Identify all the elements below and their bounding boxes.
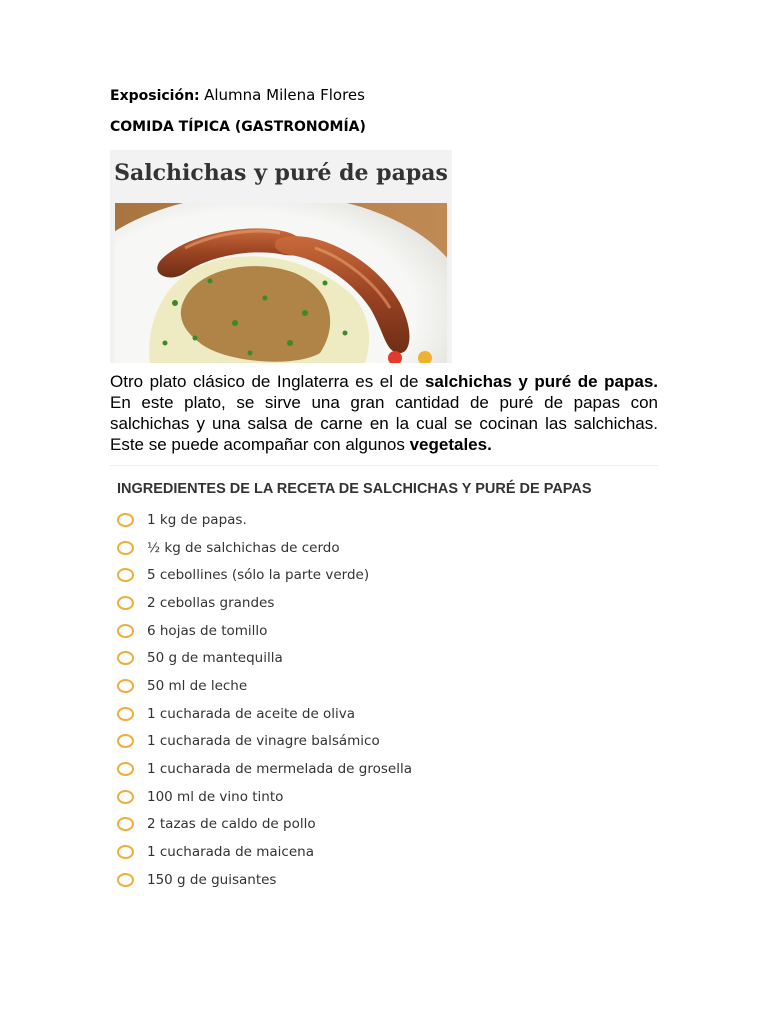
checkbox-circle-icon[interactable] [117, 651, 134, 665]
divider [110, 465, 658, 466]
ingredient-item[interactable] [117, 617, 412, 645]
checkbox-circle-icon[interactable] [117, 541, 134, 555]
checkbox-circle-icon[interactable] [117, 568, 134, 582]
ingredient-label: 150 g de guisantes [147, 871, 277, 888]
ingredient-item[interactable] [117, 866, 412, 894]
description-paragraph [110, 371, 658, 455]
ingredient-item[interactable] [117, 783, 412, 811]
ingredient-item[interactable] [117, 838, 412, 866]
ingredient-item[interactable] [117, 811, 412, 839]
author-name: Alumna Milena Flores [204, 86, 365, 104]
checkbox-circle-icon[interactable] [117, 624, 134, 638]
ingredient-label: 1 cucharada de aceite de oliva [147, 705, 356, 722]
checkbox-circle-icon[interactable] [117, 679, 134, 693]
ingredient-label: ½ kg de salchichas de cerdo [147, 539, 340, 556]
sausages-and-mash-photo [115, 203, 447, 363]
ingredient-label: 6 hojas de tomillo [147, 622, 268, 639]
ingredient-label: 50 ml de leche [147, 677, 248, 694]
ingredient-item[interactable] [117, 672, 412, 700]
checkbox-circle-icon[interactable] [117, 817, 134, 831]
ingredients-list [117, 506, 412, 894]
ingredient-item[interactable] [117, 755, 412, 783]
para-bold-dish: salchichas y puré de papas. [424, 372, 658, 391]
ingredient-item[interactable] [117, 561, 412, 589]
ingredient-item[interactable] [117, 644, 412, 672]
ingredient-item[interactable] [117, 506, 412, 534]
ingredient-item[interactable] [117, 728, 412, 756]
ingredient-label: 2 tazas de caldo de pollo [147, 816, 316, 833]
ingredient-item[interactable] [117, 534, 412, 562]
ingredient-label: 50 g de mantequilla [147, 650, 283, 667]
checkbox-circle-icon[interactable] [117, 707, 134, 721]
checkbox-circle-icon[interactable] [117, 734, 134, 748]
header-label: Exposición: [110, 88, 200, 104]
ingredient-label: 1 cucharada de vinagre balsámico [147, 733, 380, 750]
photo-title: Salchichas y puré de papas [114, 160, 448, 186]
ingredient-label: 2 cebollas grandes [147, 594, 275, 611]
ingredient-label: 5 cebollines (sólo la parte verde) [147, 567, 370, 584]
ingredient-label: 1 kg de papas. [147, 511, 247, 528]
ingredient-label: 1 cucharada de maicena [147, 844, 314, 861]
ingredient-item[interactable] [117, 700, 412, 728]
dish-photo-card [110, 150, 452, 363]
header-line [110, 86, 365, 104]
para-bold-vegetables: vegetales. [409, 435, 492, 454]
checkbox-circle-icon[interactable] [117, 596, 134, 610]
checkbox-circle-icon[interactable] [117, 873, 134, 887]
ingredient-item[interactable] [117, 589, 412, 617]
document-subtitle: COMIDA TÍPICA (GASTRONOMÍA) [110, 119, 366, 135]
checkbox-circle-icon[interactable] [117, 845, 134, 859]
ingredient-label: 100 ml de vino tinto [147, 788, 284, 805]
checkbox-circle-icon[interactable] [117, 790, 134, 804]
para-text-2: En este plato, se sirve una gran cantidad de puré de papas con salchichas y una salsa de carne en la cual se cocinan las salchichas. Este se puede acompañar con algunos [110, 393, 658, 454]
checkbox-circle-icon[interactable] [117, 513, 134, 527]
para-text-1: Otro plato clásico de Inglaterra es el de [110, 372, 425, 391]
checkbox-circle-icon[interactable] [117, 762, 134, 776]
ingredients-title: INGREDIENTES DE LA RECETA DE SALCHICHAS Y PURÉ DE PAPAS [117, 481, 592, 497]
ingredient-label: 1 cucharada de mermelada de grosella [147, 761, 412, 778]
